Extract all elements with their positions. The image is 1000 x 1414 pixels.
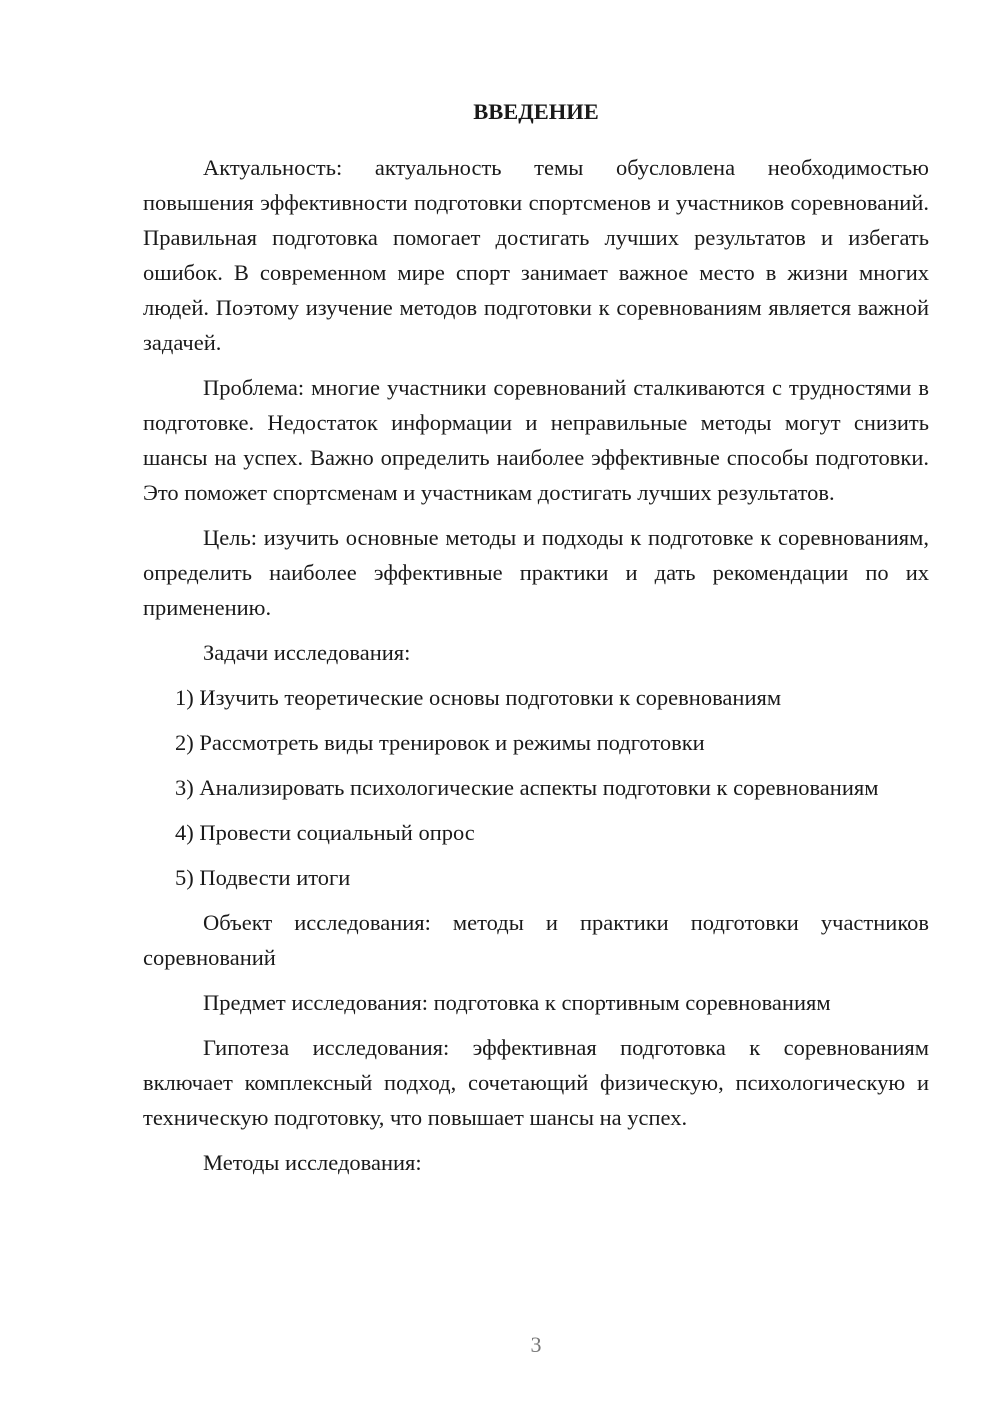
- task-item-4: 4) Провести социальный опрос: [175, 820, 475, 845]
- task-item-1: 1) Изучить теоретические основы подготовки к соревнованиям: [175, 685, 782, 710]
- object-paragraph: Объект исследования: методы и практики подготовки участников соревнований: [143, 910, 929, 970]
- page-number: 3: [530, 1332, 542, 1357]
- subject-paragraph: Предмет исследования: подготовка к спортивным соревнованиям: [203, 990, 831, 1015]
- task-item-3: 3) Анализировать психологические аспекты подготовки к соревнованиям: [175, 775, 879, 800]
- task-item-2: 2) Рассмотреть виды тренировок и режимы подготовки: [175, 730, 705, 755]
- hypothesis-paragraph: Гипотеза исследования: эффективная подготовка к соревнованиям включает комплексный подход, сочетающий физическую, психологическую и техническую подготовку, что повышает шансы на успех.: [143, 1035, 929, 1130]
- document-body: [143, 92, 929, 1190]
- goal-paragraph: Цель: изучить основные методы и подходы к подготовке к соревнованиям, определить наиболее эффективные практики и дать рекомендации по их применению.: [143, 525, 929, 620]
- relevance-paragraph: Актуальность: актуальность темы обусловлена необходимостью повышения эффективности подготовки спортсменов и участников соревнований. Правильная подготовка помогает достигать лучших результатов и избегать ошибок. В современном мире спорт занимает важное место в жизни многих людей. Поэтому изучение методов подготовки к соревнованиям является важной задачей.: [143, 155, 929, 355]
- methods-heading: Методы исследования:: [203, 1150, 422, 1175]
- tasks-heading: Задачи исследования:: [203, 640, 411, 665]
- problem-paragraph: Проблема: многие участники соревнований сталкиваются с трудностями в подготовке. Недостаток информации и неправильные методы могут снизить шансы на успех. Важно определить наиболее эффективные способы подготовки. Это поможет спортсменам и участникам достигать лучших результатов.: [143, 375, 929, 505]
- section-title: ВВЕДЕНИЕ: [473, 99, 599, 124]
- task-item-5: 5) Подвести итоги: [175, 865, 351, 890]
